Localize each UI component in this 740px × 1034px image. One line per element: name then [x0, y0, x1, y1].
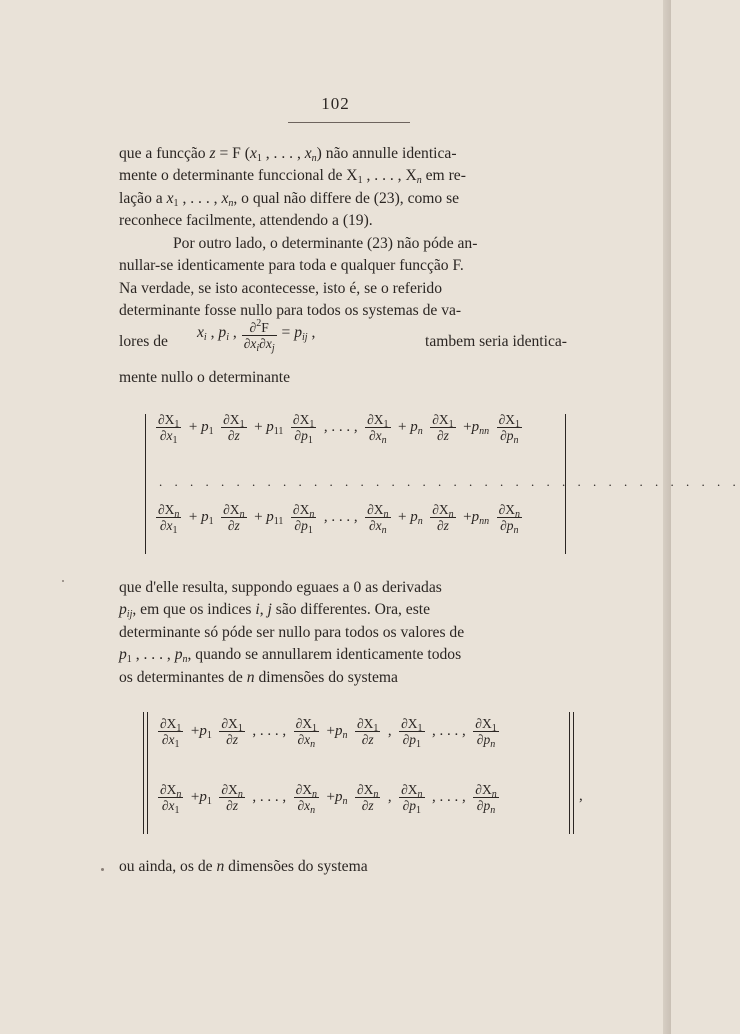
det2-left-bar-2 — [147, 712, 148, 834]
p1-text-g: reconhece facilmente, attendendo a (19). — [119, 212, 373, 230]
print-speck-2 — [62, 580, 64, 582]
header-rule — [288, 122, 410, 123]
p3-text-b: , em que os indices — [132, 601, 252, 619]
det2-right-bar-1 — [569, 712, 570, 834]
p1-text-b: não annulle identica- — [325, 145, 457, 162]
paragraph-3: que d'elle resulta, suppondo eguaes a 0 as derivadas $p_{ij}$, em que os indices i, j são differentes. Ora, este determinante só póde ser nullo para todos os valores de $p_1$ , . . . , $p_n$, quando se annullarem identicamente todos os determinantes de n dimensões do systema — [119, 579, 465, 686]
p3-text-c: são differentes. Ora, este — [275, 601, 431, 619]
p1-text-d: em re- — [425, 167, 466, 185]
paragraph-1: que a funcção z = F ($x_1$ , . . . , $x_n$) não annulle identica- mente o determinante funccional de $X_1$ , . . . , $X_n$ em re- lação a $x_1$ , . . . , $x_n$, o qual não differe de (23), como se reconhece facilmente, attendendo a (19). — [119, 145, 466, 230]
paragraph-4: ou ainda, os de n dimensões do systema — [119, 858, 368, 875]
p1-text-e: lação a — [119, 189, 163, 207]
p4-text-b: dimensões do systema — [228, 858, 368, 875]
p3-text-f: os determinantes de — [119, 668, 243, 686]
p2-text-f: tambem seria identica- — [424, 333, 567, 350]
p1-text-c: mente o determinante funccional de X — [119, 167, 358, 185]
p1-text-f: , o qual não differe de (23), como se — [233, 189, 460, 207]
det2-right-bar-2 — [573, 712, 574, 834]
p2-text-a: Por outro lado, o determinante (23) não póde an- — [173, 235, 478, 252]
det1-row-n: $\frac{\partial X_n}{\partial x_1}$ + $p_1$ $\frac{\partial X_n}{\partial z}$ + $p_{11}$ $\frac{\partial X_n}{\partial p_1}$ , . . . , $\frac{\partial X_n}{\partial x_n}$ + $p_n$ $\frac{\partial X_n}{\partial z}$ $+p_{nn}$ $\frac{\partial X_n}{\partial p_n}$ — [158, 502, 521, 536]
determinant-2 — [143, 708, 583, 838]
p2-text-e: lores de — [119, 333, 168, 350]
paragraph-2-formula-line — [119, 320, 567, 364]
det1-left-bar — [145, 414, 146, 554]
det2-row-n: $\frac{\partial X_n}{\partial x_1}$ $+p_1$ $\frac{\partial X_n}{\partial z}$ , . . . , $\frac{\partial X_n}{\partial x_n}$ $+p_n$ $\frac{\partial X_n}{\partial z}$ , $\frac{\partial X_n}{\partial p_1}$ , . . . , $\frac{\partial X_n}{\partial p_n}$ — [160, 782, 497, 816]
p2-text-d: determinante fosse nullo para todos os systemas de va- — [119, 302, 462, 320]
det1-row-1: $\frac{\partial X_1}{\partial x_1}$ + $p_1$ $\frac{\partial X_1}{\partial z}$ + $p_{11}$ $\frac{\partial X_1}{\partial p_1}$ , . . . , $\frac{\partial X_1}{\partial x_n}$ + $p_n$ $\frac{\partial X_1}{\partial z}$ $+p_{nn}$ $\frac{\partial X_1}{\partial p_n}$ — [158, 412, 521, 446]
det1-dots-row: . . . . . . . . . . . . . . . . . . . . . . . . . . . . . . . . . . . . . . — [159, 474, 740, 489]
p3-text-d: determinante só póde ser nullo para todos os valores de — [119, 623, 465, 641]
p3-text-a: que d'elle resulta, suppondo eguaes a 0 as derivadas — [119, 579, 442, 596]
p2-text-g: mente nullo o determinante — [119, 369, 291, 386]
print-speck — [101, 868, 104, 871]
det2-trailing-comma: , — [579, 788, 583, 804]
formula-second-derivative: $x_i$ , $p_i$ , $\frac{\partial^2F}{\partial x_i\partial x_j}$ = $p_{ij}$ , — [197, 318, 316, 354]
page-number: 102 — [321, 94, 350, 113]
p2-text-b: nullar-se identicamente para toda e qualquer funcção F. — [119, 257, 464, 275]
p3-text-e: quando se annullarem identicamente todos — [195, 646, 462, 664]
p2-text-c: Na verdade, se isto acontecesse, isto é, se o referido — [119, 279, 443, 297]
page-edge-shadow — [663, 0, 671, 1034]
det2-left-bar-1 — [143, 712, 144, 834]
p3-text-g: dimensões do systema — [258, 668, 398, 686]
paragraph-2-end — [119, 367, 567, 389]
formula-z-eq-F: z = F ($x_1$ , . . . , $x_n$) — [209, 145, 322, 164]
paragraph-2 — [119, 233, 567, 323]
p4-text-a: ou ainda, os de — [119, 858, 213, 875]
det2-row-1: $\frac{\partial X_1}{\partial x_1}$ $+p_1$ $\frac{\partial X_1}{\partial z}$ , . . . , $\frac{\partial X_1}{\partial x_n}$ $+p_n$ $\frac{\partial X_1}{\partial z}$ , $\frac{\partial X_1}{\partial p_1}$ , . . . , $\frac{\partial X_1}{\partial p_n}$ — [160, 716, 497, 750]
p1-text-a: que a funcção — [119, 145, 206, 162]
determinant-1 — [145, 410, 740, 558]
